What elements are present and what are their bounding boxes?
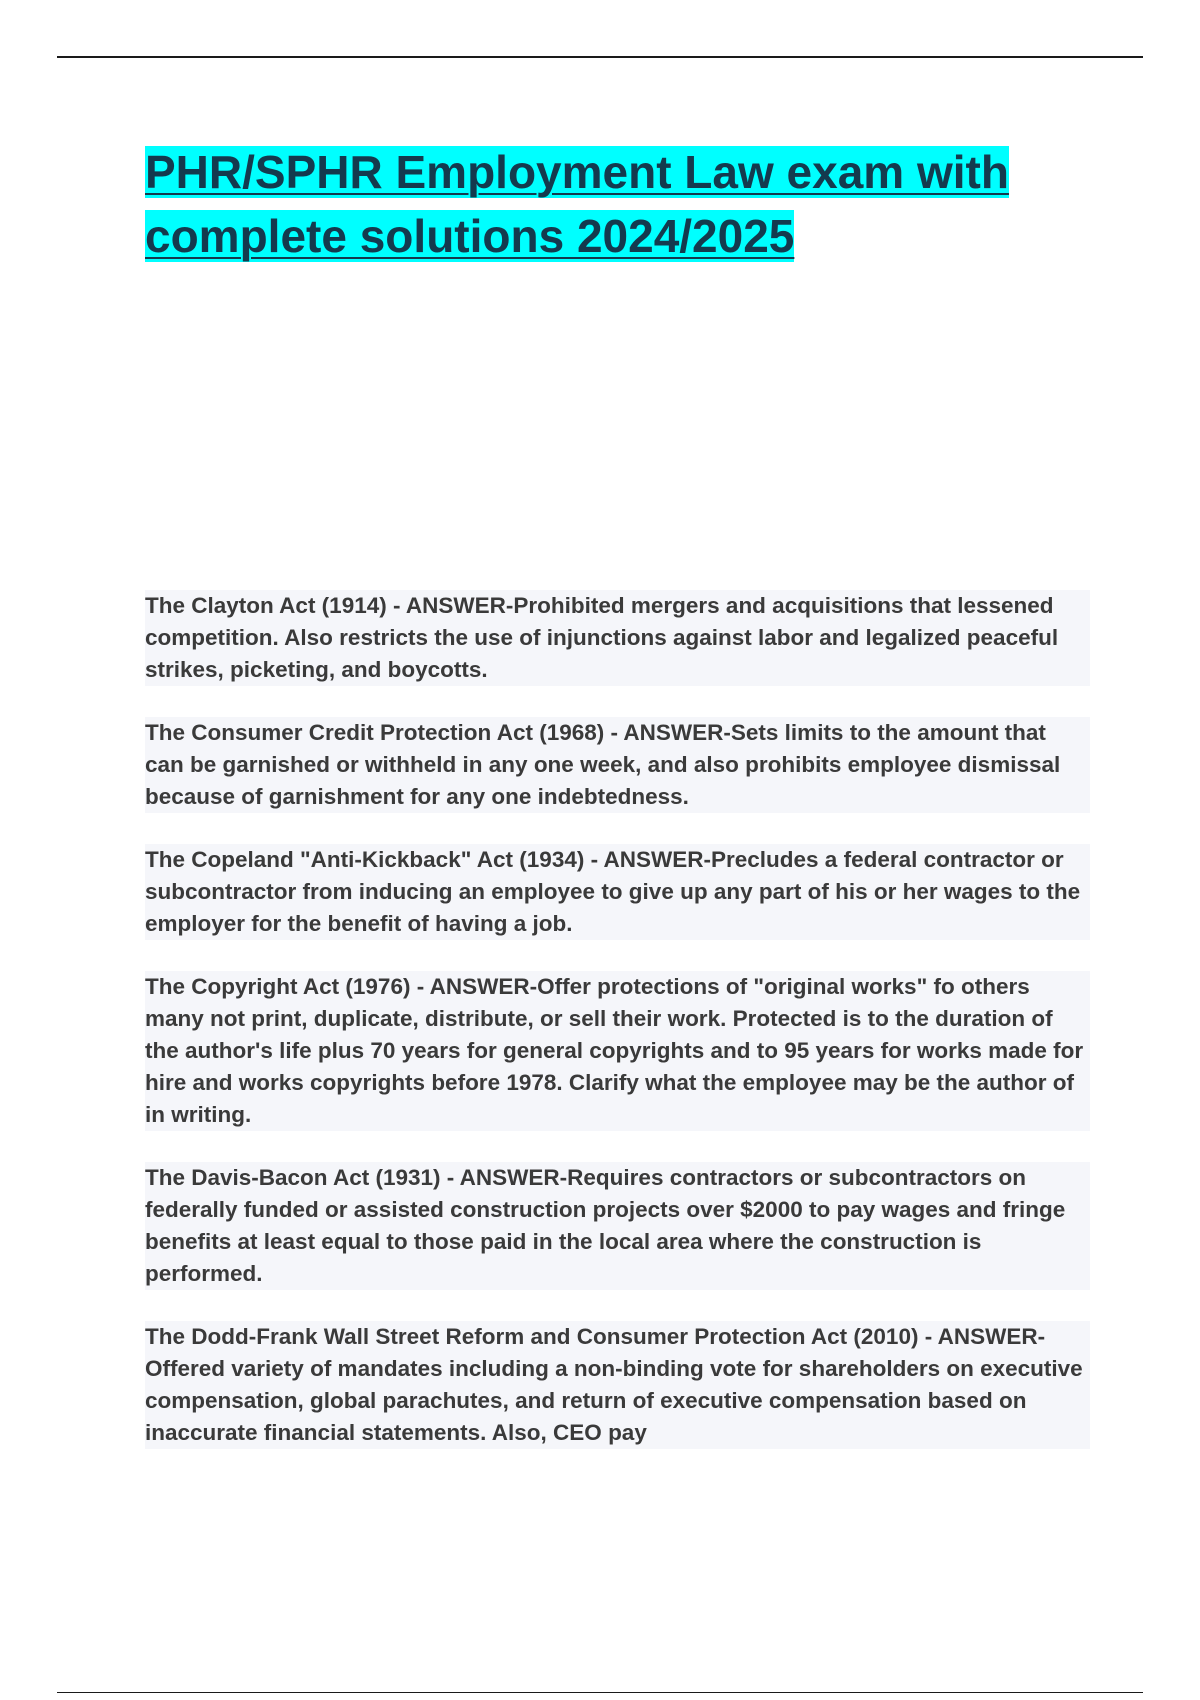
entry-term: The Consumer Credit Protection Act (1968) - ANSWER- (145, 720, 731, 745)
qa-entry-copyright-act (145, 971, 1090, 1131)
entry-answer: Offered variety of mandates including a non-binding vote for shareholders on executive compensation, global parachutes, and return of executive compensation based on inaccurate financial statements. Also, CEO pay (145, 1356, 1083, 1445)
qa-entry-davis-bacon-act (145, 1162, 1090, 1290)
entry-term: The Copeland "Anti-Kickback" Act (1934) - ANSWER- (145, 847, 711, 872)
title-line-1: PHR/SPHR Employment Law exam with (145, 146, 1009, 198)
qa-entry-copeland-act (145, 844, 1090, 940)
entry-term: The Dodd-Frank Wall Street Reform and Consumer Protection Act (2010) - ANSWER- (145, 1324, 1046, 1349)
bottom-rule (57, 1692, 1143, 1693)
top-rule (57, 56, 1143, 58)
entry-answer: Offer protections of "original works" fo others many not print, duplicate, distribute, or sell their work. Protected is to the duration of the author's life plus 70 years for general copyrights and to 95 years for works made for hire and works copyrights before 1978. Clarify what the employee may be the author of in writing. (145, 974, 1084, 1127)
entry-answer: Requires contractors or subcontractors on federally funded or assisted construction projects over $2000 to pay wages and fringe benefits at least equal to those paid in the local area where the construction is performed. (145, 1165, 1066, 1286)
entry-answer: Prohibited mergers and acquisitions that lessened competition. Also restricts the use of injunctions against labor and legalized peaceful strikes, picketing, and boycotts. (145, 593, 1059, 682)
entry-term: The Copyright Act (1976) - ANSWER- (145, 974, 538, 999)
entry-answer: Precludes a federal contractor or subcontractor from inducing an employee to give up any part of his or her wages to the employer for the benefit of having a job. (145, 847, 1081, 936)
entry-term: The Clayton Act (1914) - ANSWER- (145, 593, 514, 618)
document-title (145, 140, 1085, 268)
qa-entry-consumer-credit-act (145, 717, 1090, 813)
title-line-2: complete solutions 2024/2025 (145, 210, 795, 262)
qa-entry-clayton-act (145, 590, 1090, 686)
qa-entries (145, 590, 1090, 1480)
entry-term: The Davis-Bacon Act (1931) - ANSWER- (145, 1165, 568, 1190)
qa-entry-dodd-frank-act (145, 1321, 1090, 1449)
entry-answer: Sets limits to the amount that can be garnished or withheld in any one week, and also prohibits employee dismissal because of garnishment for any one indebtedness. (145, 720, 1061, 809)
